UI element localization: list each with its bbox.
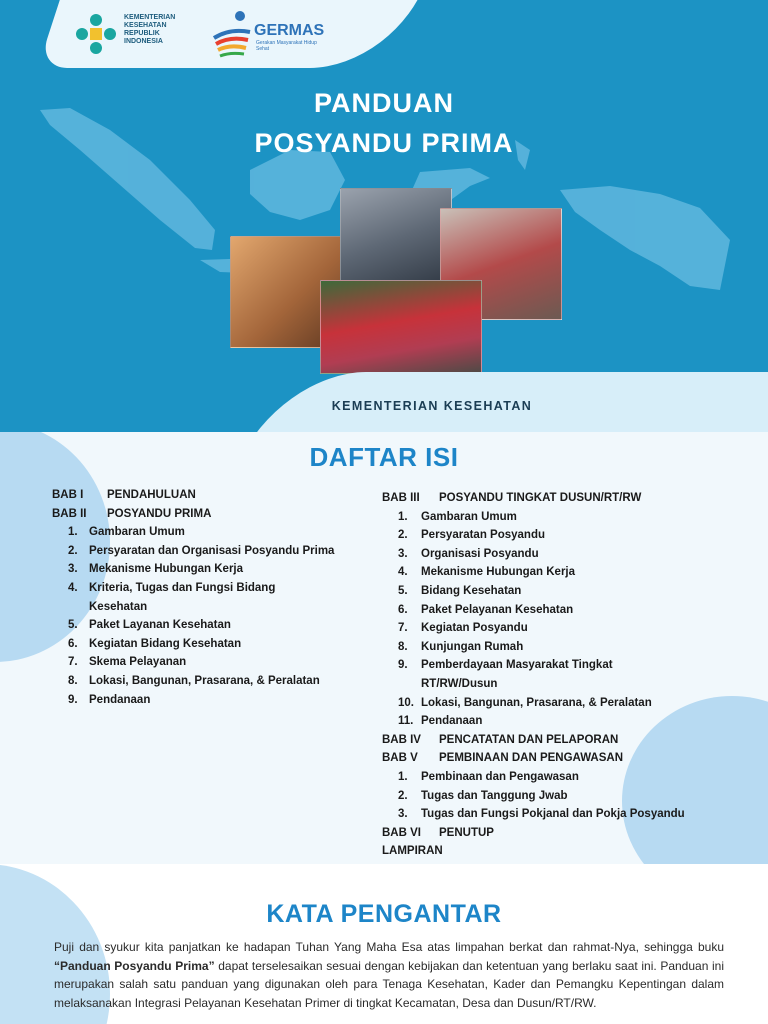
toc-chapter: BAB II POSYANDU PRIMA bbox=[52, 507, 212, 520]
cover-page bbox=[0, 0, 768, 432]
cover-title-line2: POSYANDU PRIMA bbox=[254, 128, 514, 158]
cover-ministry: KEMENTERIAN KESEHATAN bbox=[331, 399, 533, 413]
kemenkes-text: KEMENTERIAN KESEHATAN REPUBLIK INDONESIA bbox=[124, 14, 176, 45]
cover-title-line1: PANDUAN bbox=[314, 88, 454, 118]
toc-right-column bbox=[382, 489, 732, 861]
toc-item: 2. Tugas dan Tanggung Jwab bbox=[398, 789, 568, 802]
photo-students bbox=[320, 280, 482, 374]
toc-item: 8. Kunjungan Rumah bbox=[398, 640, 524, 653]
preface-paragraph: Puji dan syukur kita panjatkan ke hadapan Tuhan Yang Maha Esa atas limpahan berkat dan rahmat-Nya, sehingga buku “Panduan Posyandu Prima” dapat terselesaikan sesuai dengan kebijakan dan ketentuan yang berlaku saat ini. Panduan ini merupakan salah satu panduan yang digunakan oleh para Tenaga Kesehatan, Kader dan Pemangku Kepentingan dalam melaksanakan Integrasi Pelayanan Kesehatan Primer di tingkat Kecamatan, Desa dan Dusun/RT/RW. bbox=[54, 940, 724, 1010]
toc-item: 2. Persyaratan dan Organisasi Posyandu Prima bbox=[68, 544, 335, 557]
photo-collage bbox=[230, 188, 560, 372]
toc-chapter: BAB III POSYANDU TINGKAT DUSUN/RT/RW bbox=[382, 492, 642, 504]
toc-item: 3. Tugas dan Fungsi Pokjanal dan Pokja Posyandu bbox=[398, 808, 685, 821]
toc-item: 6. Kegiatan Bidang Kesehatan bbox=[68, 637, 242, 650]
germas-figure-icon bbox=[210, 8, 254, 58]
toc-item: 4. Mekanisme Hubungan Kerja bbox=[398, 566, 576, 579]
toc-chapter: BAB I PENDAHULUAN bbox=[52, 489, 196, 501]
toc-item: 1. Pembinaan dan Pengawasan bbox=[398, 770, 579, 783]
toc-item: 1. Gambaran Umum bbox=[398, 510, 517, 523]
toc-item: 7. Kegiatan Posyandu bbox=[398, 622, 528, 635]
book-title-emphasis: “Panduan Posyandu Prima” bbox=[54, 958, 215, 973]
toc-item: 9. Pendanaan bbox=[68, 693, 151, 706]
toc-chapter: BAB V PEMBINAAN DAN PENGAWASAN bbox=[382, 752, 624, 765]
toc-chapter: BAB VI PENUTUP bbox=[382, 826, 494, 839]
toc-item: 9. Pemberdayaan Masyarakat Tingkat RT/RW/Dusun bbox=[398, 659, 613, 690]
toc-item: 2. Persyaratan Posyandu bbox=[398, 529, 546, 542]
toc-item: 10. Lokasi, Bangunan, Prasarana, & Peralatan bbox=[398, 696, 652, 709]
kemenkes-emblem-icon bbox=[74, 12, 118, 56]
toc-item: 5. Bidang Kesehatan bbox=[398, 584, 522, 597]
toc-item: 1. Gambaran Umum bbox=[68, 526, 185, 539]
toc-item: 11. Pendanaan bbox=[398, 715, 483, 728]
toc-item: 3. Organisasi Posyandu bbox=[398, 547, 539, 560]
germas-tagline: Gerakan Masyarakat Hidup Sehat bbox=[256, 40, 317, 52]
germas-wordmark: GERMAS bbox=[254, 22, 325, 39]
toc-item: 8. Lokasi, Bangunan, Prasarana, & Peralatan bbox=[68, 674, 320, 687]
kemenkes-logo bbox=[74, 10, 194, 58]
toc-item: 5. Paket Layanan Kesehatan bbox=[68, 619, 231, 632]
toc-lampiran: LAMPIRAN bbox=[382, 845, 443, 858]
photo-health-worker bbox=[340, 188, 452, 290]
toc-item: 3. Mekanisme Hubungan Kerja bbox=[68, 563, 244, 576]
preface-title: KATA PENGANTAR bbox=[266, 900, 502, 928]
toc-title: DAFTAR ISI bbox=[309, 442, 459, 472]
table-of-contents-page bbox=[0, 432, 768, 864]
toc-left-column bbox=[52, 486, 352, 709]
germas-logo bbox=[210, 8, 330, 58]
toc-item: 7. Skema Pelayanan bbox=[68, 656, 187, 669]
toc-chapter: BAB IV PENCATATAN DAN PELAPORAN bbox=[382, 733, 619, 746]
preface-page bbox=[0, 864, 768, 1024]
toc-item: 4. Kriteria, Tugas dan Fungsi Bidang Kesehatan bbox=[68, 581, 276, 613]
toc-item: 6. Paket Pelayanan Kesehatan bbox=[398, 603, 574, 616]
